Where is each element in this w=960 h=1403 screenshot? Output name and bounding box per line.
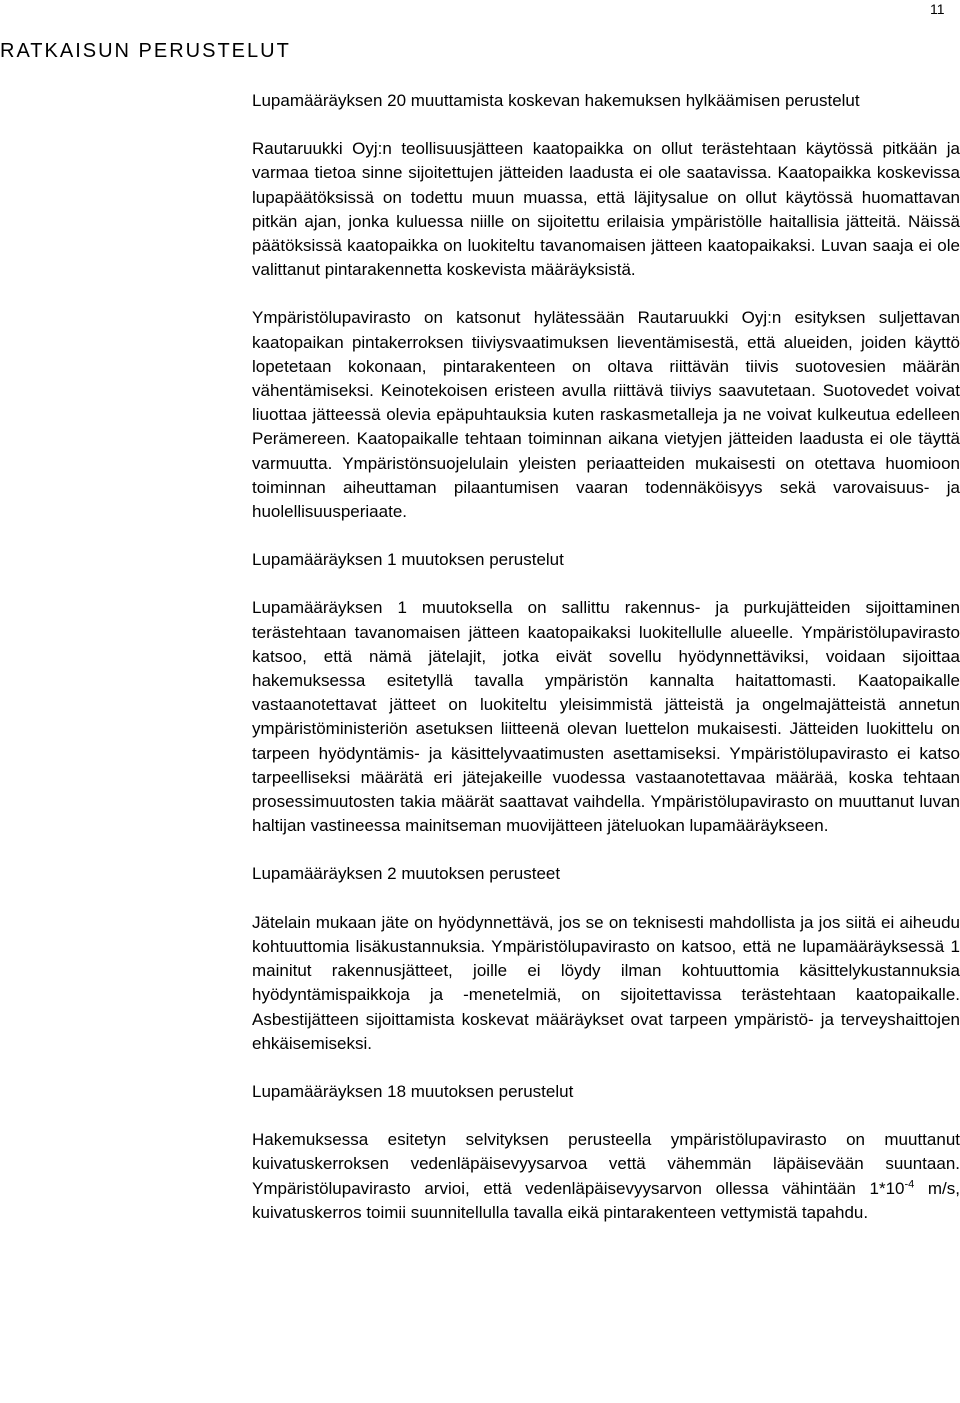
paragraph — [252, 1128, 960, 1225]
paragraph-text: Hakemuksessa esitetyn selvityksen perusteella ympäristölupavirasto on muuttanut kuivatuskerroksen vedenläpäisevyysarvoa vettä vähemmän läpäisevään suuntaan. Ympäristölupavirasto arvioi, että vedenläpäisevyysarvon ollessa vähintään 1*10 — [252, 1130, 960, 1198]
subheading-permit-2: Lupamääräyksen 2 muutoksen perusteet — [252, 864, 561, 884]
paragraph-text: m/s, kuivatuskerros toimii suunnitellulla tavalla eikä pintarakenteen vettymistä tapahdu. — [252, 1178, 960, 1222]
paragraph: Jätelain mukaan jäte on hyödynnettävä, jos se on teknisesti mahdollista ja jos siitä ei aiheudu kohtuuttomia lisäkustannuksia. Ympäristölupavirasto on katsoo, että ne lupamääräyksessä 1 mainitut rakennusjätteet, joille ei löydy ilman kohtuuttomia käsittelykustannuksia hyödyntämispaikkoja ja -menetelmiä, on sijoitettavissa terästehtaan kaatopaikalle. Asbestijätteen sijoittamista koskevat määräykset ovat tarpeen ympäristö- ja terveyshaittojen ehkäisemiseksi. — [252, 912, 960, 1053]
page-number: 11 — [930, 1, 945, 17]
subheading-permit-18: Lupamääräyksen 18 muutoksen perustelut — [252, 1081, 574, 1101]
paragraph: Ympäristölupavirasto on katsonut hylätessään Rautaruukki Oyj:n esityksen suljettavan kaatopaikan pintakerroksen tiiviysvaatimuksen lieventämisestä, että alueiden, joiden käyttö lopetetaan kokonaan, pintarakenteen on oltava riittävän tiivis suotovesien määrän vähentämiseksi. Keinotekoisen eristeen avulla riittävä tiiviys saavutetaan. Suotovedet voivat liuottaa jätteessä olevia epäpuhtauksia kuten raskasmetalleja ja ne voivat kulkeutua edelleen Perämereen. Kaatopaikalle tehtaan toiminnan aikana vietyjen jätteiden laadusta ei ole täyttä varmuutta. Ympäristönsuojelulain yleisten periaatteiden mukaisesti on otettava huomioon toiminnan aiheuttaman pilaantumisen vaaran todennäköisyys sekä varovaisuus- ja huolellisuusperiaate. — [252, 308, 960, 522]
document-body — [252, 89, 960, 1249]
subheading-permit-1: Lupamääräyksen 1 muutoksen perustelut — [252, 550, 564, 570]
paragraph: Lupamääräyksen 1 muutoksella on sallittu rakennus- ja purkujätteiden sijoittaminen terästehtaan tavanomaisen jätteen kaatopaikaksi luokitellulle alueelle. Ympäristölupavirasto katsoo, että nämä jätelajit, jotka eivät sovellu hyödynnettäviksi, voidaan sijoittaa hakemuksessa esitetyllä tavalla ympäristön kannalta haitattomasti. Kaatopaikalle vastaanotettavat jätteet on luokiteltu yleisimmistä jätteistä ja ongelmajätteistä annetun ympäristöministeriön asetuksen liitteenä olevan luettelon mukaisesti. Jätteiden luokittelu on tarpeen hyödyntämis- ja käsittelyvaatimusten asettamiseksi. Ympäristölupavirasto ei katso tarpeelliseksi määrätä eri jätejakeille vuodessa vastaanotettavaa määrää, koska tehtaan prosessimuutosten takia määrät saattavat vaihdella. Ympäristölupavirasto on muuttanut luvan haltijan vastineessa mainitseman muovijätteen jäteluokan lupamääräykseen. — [252, 598, 960, 836]
exponent: -4 — [904, 1177, 915, 1190]
subheading-permit-20: Lupamääräyksen 20 muuttamista koskevan hakemuksen hylkäämisen perustelut — [252, 91, 860, 110]
paragraph: Rautaruukki Oyj:n teollisuusjätteen kaatopaikka on ollut terästehtaan käytössä pitkään ja varmaa tietoa sinne sijoitettujen jätteiden laadusta ei ole saatavissa. Kaatopaikka koskevissa lupapäätöksissä on todettu muun muassa, että läjitysalue on ollut käytössä huomattavan pitkän ajan, jonka kuluessa niille on sijoitettu erilaisia ympäristölle haitallisia jätteitä. Näissä päätöksissä kaatopaikka on luokiteltu tavanomaisen jätteen kaatopaikaksi. Luvan saaja ei ole valittanut pintarakennetta koskevista määräyksistä. — [252, 139, 960, 280]
section-title: RATKAISUN PERUSTELUT — [0, 40, 291, 62]
